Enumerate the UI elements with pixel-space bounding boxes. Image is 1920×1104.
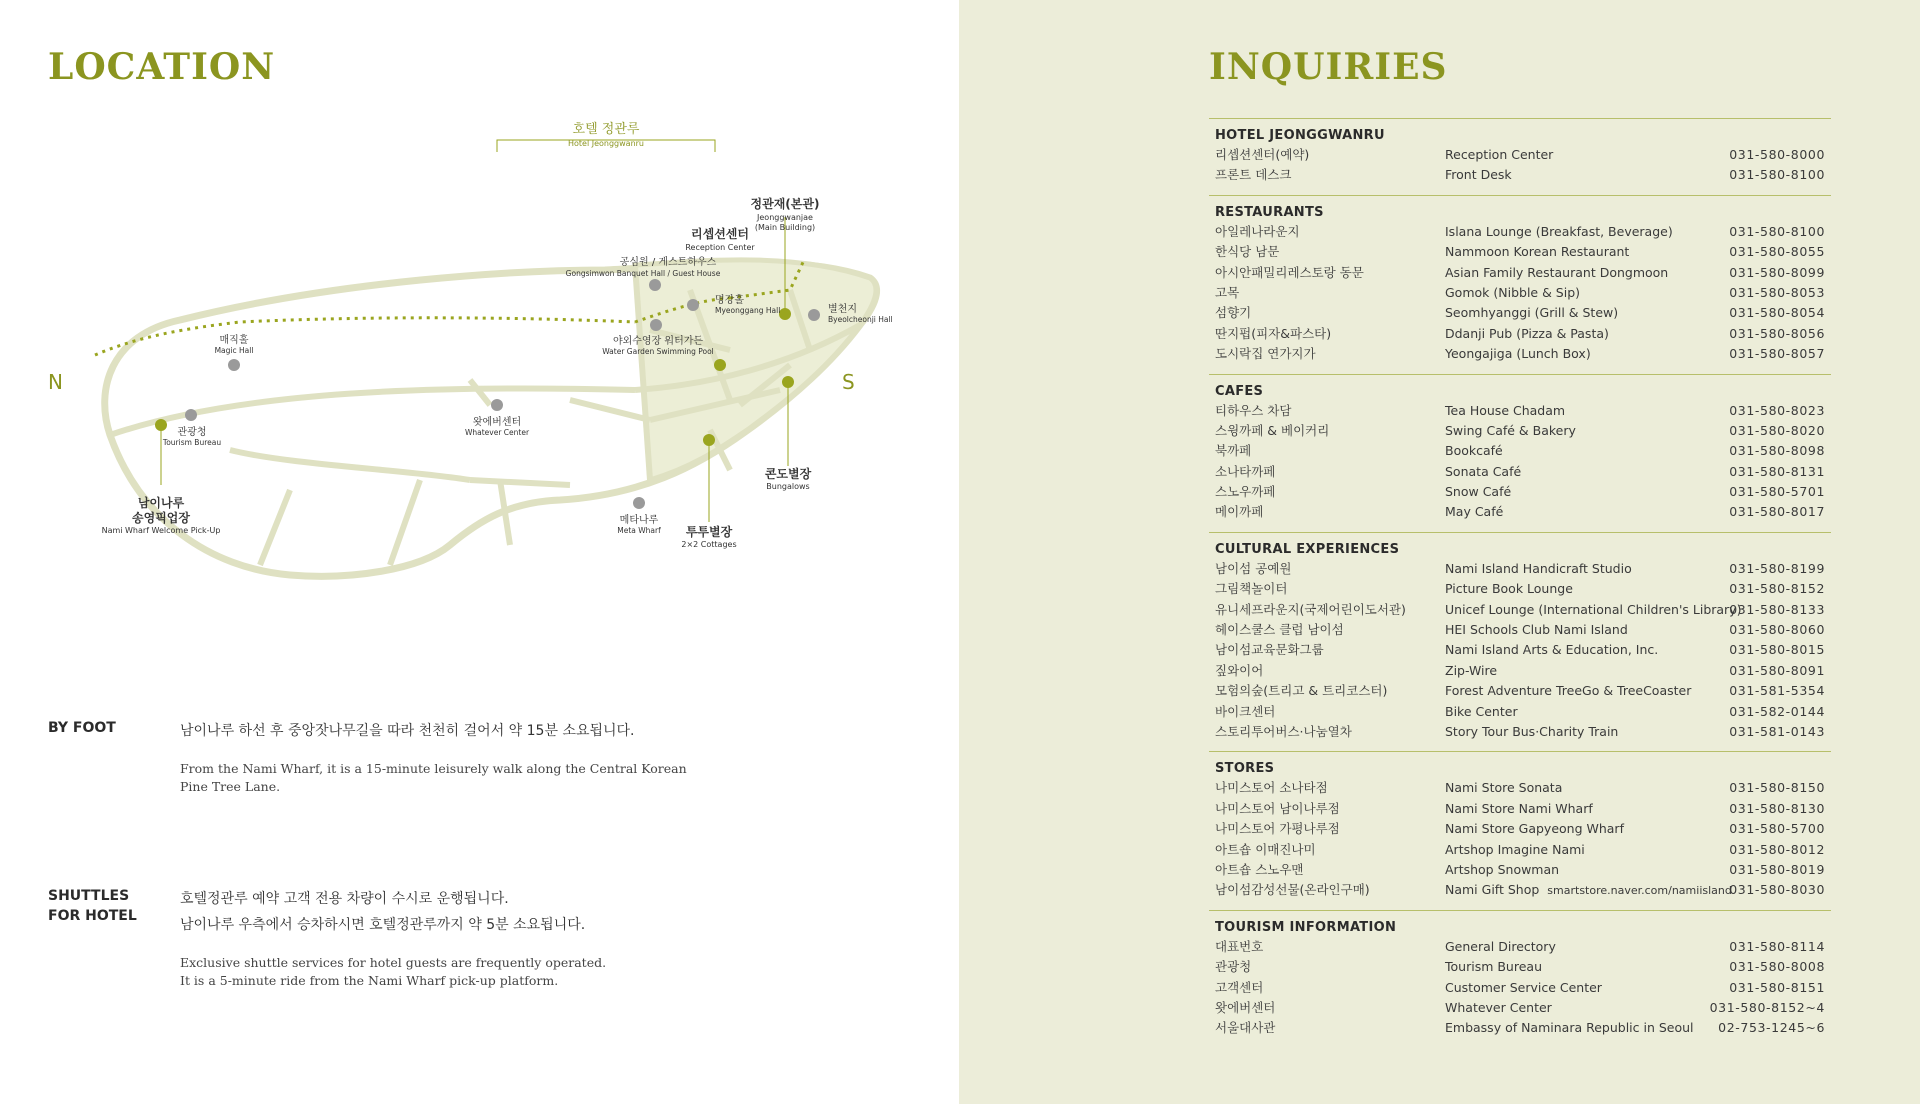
pin-pool [650, 319, 662, 331]
contact-name-en-cell [1445, 482, 1511, 502]
contact-name-en-cell [1445, 957, 1542, 977]
label-cottage-ko: 투투별장 [685, 525, 733, 539]
contact-phone[interactable]: 031-580-8100 [1729, 167, 1825, 183]
contact-row [1209, 661, 1831, 681]
pin-wharf [155, 419, 167, 431]
label-main-building-en1: Jeonggwanjae [757, 213, 813, 222]
contact-name-en: Nami Island Handicraft Studio [1445, 560, 1632, 576]
contact-row [1209, 401, 1831, 421]
contact-name-en: Zip-Wire [1445, 662, 1498, 678]
label-whatever-en: Whatever Center [464, 428, 530, 437]
contact-phone[interactable]: 031-580-8091 [1729, 662, 1825, 678]
label-bungalow-en: Bungalows [766, 482, 810, 491]
contact-phone[interactable]: 031-581-5354 [1729, 683, 1825, 699]
category-title: HOTEL JEONGGWANRU [1215, 128, 1385, 143]
contact-phone[interactable]: 031-580-8199 [1729, 560, 1825, 576]
contact-name-en-cell [1445, 324, 1609, 344]
pin-whatever [491, 399, 503, 411]
shuttle-body [180, 886, 700, 990]
contact-phone[interactable]: 031-580-8130 [1729, 800, 1825, 816]
contact-name-ko: 남이섬교육문화그룹 [1215, 642, 1324, 658]
contact-row [1209, 702, 1831, 722]
contact-name-en-cell [1445, 401, 1565, 421]
label-main-building-ko: 정관재(본관) [750, 197, 820, 211]
contact-name-en: Story Tour Bus·Charity Train [1445, 723, 1619, 739]
label-banquet-en: Gongsimwon Banquet Hall / Guest House [565, 269, 721, 278]
contact-row [1209, 283, 1831, 303]
contact-url[interactable]: smartstore.naver.com/namiisland [1547, 884, 1732, 898]
contact-name-en-cell [1445, 799, 1593, 819]
contact-name-en-cell [1445, 681, 1691, 701]
contact-name-en-cell [1445, 937, 1556, 957]
contact-name-ko: 아트숍 이매진나미 [1215, 841, 1316, 857]
contact-row [1209, 620, 1831, 640]
label-reception-en: Reception Center [685, 243, 755, 252]
contact-name-en-cell [1445, 222, 1673, 242]
contact-phone[interactable]: 031-580-8019 [1729, 861, 1825, 877]
contact-row [1209, 600, 1831, 620]
contact-name-en-cell [1445, 640, 1658, 660]
by-foot-label: BY FOOT [48, 720, 116, 736]
pin-magic-hall [228, 359, 240, 371]
contact-row [1209, 640, 1831, 660]
contact-row [1209, 145, 1831, 165]
contact-name-ko: 북까페 [1215, 443, 1252, 459]
contact-name-en: May Café [1445, 504, 1504, 520]
pin-tourism [185, 409, 197, 421]
contact-name-ko: 고목 [1215, 284, 1240, 300]
contact-name-ko: 아트숍 스노우맨 [1215, 861, 1304, 877]
label-meta-en: Meta Wharf [617, 526, 661, 535]
contact-phone[interactable]: 031-580-8030 [1729, 882, 1825, 898]
by-foot-body [180, 718, 700, 796]
contact-name-en: Artshop Snowman [1445, 861, 1560, 877]
contact-name-en-cell [1445, 421, 1576, 441]
contact-name-ko: 헤이스쿨스 클럽 남이섬 [1215, 622, 1344, 638]
contact-row [1209, 242, 1831, 262]
contact-name-ko: 바이크센터 [1215, 703, 1276, 719]
island-map [48, 122, 893, 600]
contact-name-en-cell [1445, 880, 1732, 901]
label-byeolcheonji-en: Byeolcheonji Hall [828, 315, 893, 324]
inquiry-category [1209, 910, 1831, 1048]
contact-name-en-cell [1445, 344, 1591, 364]
shuttle-en-2: It is a 5-minute ride from the Nami Wharf pick-up platform. [180, 973, 559, 988]
contact-phone[interactable]: 031-580-8020 [1729, 422, 1825, 438]
contact-row [1209, 778, 1831, 798]
pin-myeonggang [687, 299, 699, 311]
label-pool-ko: 야외수영장 워터가든 [612, 336, 704, 347]
label-myeonggang-en: Myeonggang Hall [715, 306, 781, 315]
contact-phone[interactable]: 031-580-8060 [1729, 622, 1825, 638]
contact-name-en: Ddanji Pub (Pizza & Pasta) [1445, 325, 1609, 341]
contact-row [1209, 559, 1831, 579]
contact-row [1209, 222, 1831, 242]
contact-name-en: Seomhyanggi (Grill & Stew) [1445, 305, 1619, 321]
shuttle-label-2: FOR HOTEL [48, 908, 137, 924]
contact-row [1209, 840, 1831, 860]
contact-row [1209, 165, 1831, 185]
label-banquet-ko: 공심원 / 게스트하우스 [619, 257, 717, 268]
label-cottage-en: 2×2 Cottages [681, 540, 737, 549]
contact-phone[interactable]: 031-582-0144 [1729, 703, 1825, 719]
location-title: LOCATION [48, 46, 276, 88]
contact-row [1209, 819, 1831, 839]
contact-row [1209, 860, 1831, 880]
map-hotel-title-ko: 호텔 정관루 [572, 122, 640, 137]
contact-name-en: Nami Island Arts & Education, Inc. [1445, 642, 1659, 658]
contact-phone[interactable]: 031-580-8023 [1729, 402, 1825, 418]
contact-name-ko: 스노우까페 [1215, 484, 1276, 500]
contact-name-en: Yeongajiga (Lunch Box) [1445, 346, 1591, 362]
contact-name-ko: 서울대사관 [1215, 1020, 1276, 1036]
contact-name-ko: 관광청 [1215, 959, 1252, 975]
contact-name-en: Swing Café & Bakery [1445, 422, 1576, 438]
compass-n: N [48, 370, 63, 394]
contact-name-ko: 그림책놀이터 [1215, 581, 1288, 597]
label-tourism-en: Tourism Bureau [162, 438, 222, 447]
contact-name-en-cell [1445, 661, 1497, 681]
pin-cottages [703, 434, 715, 446]
contact-phone[interactable]: 031-580-5700 [1729, 821, 1825, 837]
contact-row [1209, 482, 1831, 502]
contact-name-ko: 딴지펍(피자&파스타) [1215, 325, 1332, 341]
label-wharf-en: Nami Wharf Welcome Pick-Up [101, 526, 221, 535]
contact-name-ko: 남이섬감성선물(온라인구매) [1215, 882, 1370, 898]
contact-row [1209, 441, 1831, 461]
contact-phone[interactable]: 031-580-8017 [1729, 504, 1825, 520]
contact-row [1209, 681, 1831, 701]
contact-row [1209, 998, 1831, 1018]
contact-name-en: Customer Service Center [1445, 979, 1602, 995]
contact-name-ko: 모험의숲(트리고 & 트리코스터) [1215, 683, 1388, 699]
contact-phone[interactable]: 031-580-8057 [1729, 346, 1825, 362]
contact-name-ko: 스토리투어버스·나눔열차 [1215, 723, 1352, 739]
contact-phone[interactable]: 031-580-8152 [1729, 581, 1825, 597]
contact-name-ko: 소나타까페 [1215, 463, 1276, 479]
contact-name-ko: 나미스토어 남이나루점 [1215, 800, 1340, 816]
contact-phone[interactable]: 031-580-8056 [1729, 325, 1825, 341]
contact-name-en: Whatever Center [1445, 999, 1552, 1015]
contact-name-ko: 고객센터 [1215, 979, 1264, 995]
label-magic-en: Magic Hall [214, 346, 254, 355]
contact-name-en: Front Desk [1445, 167, 1512, 183]
pin-byeolcheonji [808, 309, 820, 321]
contact-name-ko: 스윙까페 & 베이커리 [1215, 422, 1330, 438]
contact-name-en: Sonata Café [1445, 463, 1522, 479]
pin-reception [714, 359, 726, 371]
label-main-building-en2: (Main Building) [754, 223, 816, 232]
contact-row [1209, 1018, 1831, 1038]
contact-name-en-cell [1445, 145, 1553, 165]
label-wharf-ko2: 송영픽업장 [132, 511, 190, 525]
contact-name-en-cell [1445, 1018, 1694, 1038]
contact-phone[interactable]: 031-580-8055 [1729, 244, 1825, 260]
contact-row [1209, 722, 1831, 742]
label-magic-ko: 매직홀 [219, 335, 249, 346]
contact-phone[interactable]: 031-580-8015 [1729, 642, 1825, 658]
contact-name-en: Gomok (Nibble & Sip) [1445, 284, 1581, 300]
label-meta-ko: 메타나루 [619, 515, 659, 526]
contact-phone[interactable]: 031-580-8152~4 [1709, 999, 1825, 1015]
inquiry-category [1209, 118, 1831, 195]
label-myeonggang-ko: 명강홀 [715, 295, 744, 306]
contact-phone[interactable]: 031-580-8114 [1729, 938, 1825, 954]
contact-name-ko: 리셉션센터(예약) [1215, 147, 1310, 162]
contact-name-en: Reception Center [1445, 147, 1554, 162]
compass-s: S [842, 370, 855, 394]
label-reception-ko: 리셉션센터 [691, 227, 749, 241]
contact-phone[interactable]: 031-580-8008 [1729, 959, 1825, 975]
contact-name-en-cell [1445, 263, 1668, 283]
contact-name-en: Picture Book Lounge [1445, 581, 1573, 597]
contact-name-en: Artshop Imagine Nami [1445, 841, 1585, 857]
shuttle-en-1: Exclusive shuttle services for hotel guests are frequently operated. [180, 955, 607, 970]
category-title: TOURISM INFORMATION [1215, 919, 1397, 935]
shuttle-label-1: SHUTTLES [48, 888, 130, 904]
contact-name-en: Nami Store Gapyeong Wharf [1445, 821, 1624, 837]
contact-name-ko: 아일레나라운지 [1215, 223, 1300, 239]
contact-name-en-cell [1445, 840, 1585, 860]
inquiry-category [1209, 374, 1831, 532]
contact-phone[interactable]: 031-580-8131 [1729, 463, 1825, 479]
contact-row [1209, 937, 1831, 957]
contact-name-ko: 티하우스 차담 [1215, 402, 1292, 418]
contact-row [1209, 303, 1831, 323]
contact-name-en: Nami Gift Shop [1445, 882, 1540, 898]
contact-row [1209, 579, 1831, 599]
contact-name-en: Nammoon Korean Restaurant [1445, 244, 1630, 260]
contact-name-en-cell [1445, 502, 1503, 522]
contact-name-ko: 남이섬 공예원 [1215, 560, 1292, 576]
contact-name-en-cell [1445, 819, 1624, 839]
pin-banquet [649, 279, 661, 291]
contact-name-en-cell [1445, 978, 1602, 998]
inquiries-page [959, 0, 1920, 1104]
contact-name-en-cell [1445, 303, 1618, 323]
contact-name-ko: 나미스토어 가평나루점 [1215, 821, 1340, 837]
inquiry-category [1209, 751, 1831, 909]
contact-name-en: Bookcafé [1445, 443, 1503, 459]
contact-name-ko: 메이까페 [1215, 504, 1264, 520]
contact-name-en-cell [1445, 600, 1741, 620]
contact-phone[interactable]: 031-581-0143 [1729, 723, 1825, 739]
contact-name-en: Tea House Chadam [1445, 402, 1566, 418]
contact-phone[interactable]: 031-580-5701 [1729, 484, 1825, 500]
contact-name-en: Tourism Bureau [1445, 959, 1542, 975]
shuttle-ko-1: 호텔정관루 예약 고객 전용 차량이 수시로 운행됩니다. [180, 891, 509, 907]
contact-name-en: Nami Store Nami Wharf [1445, 800, 1593, 816]
contact-name-en-cell [1445, 620, 1628, 640]
contact-row [1209, 344, 1831, 364]
contact-row [1209, 502, 1831, 522]
contact-name-en-cell [1445, 998, 1552, 1018]
contact-name-en-cell [1445, 778, 1562, 798]
contact-name-ko: 나미스토어 소나타점 [1215, 780, 1328, 796]
pin-meta-wharf [633, 497, 645, 509]
category-title: CULTURAL EXPERIENCES [1215, 541, 1400, 557]
contact-name-ko: 프론트 데스크 [1215, 167, 1292, 183]
contact-name-en-cell [1445, 242, 1629, 262]
contact-name-en-cell [1445, 579, 1573, 599]
contact-phone[interactable]: 031-580-8133 [1729, 601, 1825, 617]
inquiries-list [1209, 118, 1831, 1048]
contact-name-ko: 도시락집 연가지가 [1215, 346, 1316, 362]
by-foot-en-1: From the Nami Wharf, it is a 15-minute leisurely walk along the Central Korean [180, 761, 687, 776]
contact-name-en-cell [1445, 462, 1521, 482]
contact-row [1209, 978, 1831, 998]
contact-row [1209, 421, 1831, 441]
contact-name-en: Forest Adventure TreeGo & TreeCoaster [1445, 683, 1692, 699]
contact-name-en: Asian Family Restaurant Dongmoon [1445, 264, 1669, 280]
category-title: CAFES [1215, 383, 1264, 399]
contact-phone[interactable]: 031-580-8000 [1729, 147, 1825, 162]
category-title: STORES [1215, 761, 1275, 777]
contact-name-en-cell [1445, 722, 1618, 742]
contact-name-en-cell [1445, 860, 1559, 880]
contact-name-ko: 한식당 남문 [1215, 244, 1280, 260]
label-bungalow-ko: 콘도별장 [764, 467, 812, 481]
contact-name-ko: 대표번호 [1215, 938, 1264, 954]
contact-phone[interactable]: 031-580-8012 [1729, 841, 1825, 857]
contact-name-ko: 짚와이어 [1215, 662, 1264, 678]
pin-bungalows [782, 376, 794, 388]
contact-name-en: Unicef Lounge (International Children's Library) [1445, 601, 1742, 617]
contact-phone[interactable]: 031-580-8053 [1729, 284, 1825, 300]
contact-phone[interactable]: 031-580-8098 [1729, 443, 1825, 459]
contact-name-en: HEI Schools Club Nami Island [1445, 622, 1628, 638]
contact-phone[interactable]: 031-580-8150 [1729, 780, 1825, 796]
label-pool-en: Water Garden Swimming Pool [602, 347, 714, 356]
contact-phone[interactable]: 031-580-8054 [1729, 305, 1825, 321]
contact-name-ko: 아시안패밀리레스토랑 동문 [1215, 264, 1364, 280]
contact-name-en: Nami Store Sonata [1445, 780, 1563, 796]
inquiry-category [1209, 532, 1831, 752]
contact-name-en-cell [1445, 165, 1512, 185]
contact-name-en: Snow Café [1445, 484, 1512, 500]
contact-name-ko: 유니세프라운지(국제어린이도서관) [1215, 601, 1406, 617]
pin-main-building [779, 308, 791, 320]
contact-name-en-cell [1445, 559, 1632, 579]
shuttle-ko-2: 남이나루 우측에서 승차하시면 호텔정관루까지 약 5분 소요됩니다. [180, 917, 586, 933]
contact-row [1209, 799, 1831, 819]
contact-name-ko: 왓에버센터 [1215, 999, 1276, 1015]
label-byeolcheonji-ko: 별천지 [828, 304, 857, 315]
contact-phone[interactable]: 031-580-8151 [1729, 979, 1825, 995]
inquiry-category [1209, 195, 1831, 374]
category-title: RESTAURANTS [1215, 204, 1324, 220]
contact-row [1209, 263, 1831, 283]
contact-row [1209, 462, 1831, 482]
contact-phone[interactable]: 031-580-8100 [1729, 223, 1825, 239]
contact-name-en: Embassy of Naminara Republic in Seoul [1445, 1020, 1694, 1036]
contact-name-en-cell [1445, 702, 1518, 722]
contact-name-en-cell [1445, 283, 1580, 303]
contact-name-en: General Directory [1445, 938, 1556, 954]
contact-row [1209, 957, 1831, 977]
contact-row [1209, 880, 1831, 900]
shuttle-label [48, 886, 198, 926]
label-whatever-ko: 왓에버센터 [472, 417, 522, 428]
contact-phone[interactable]: 02-753-1245~6 [1718, 1020, 1825, 1036]
label-tourism-ko: 관광청 [177, 427, 207, 438]
contact-name-en: Bike Center [1445, 703, 1518, 719]
contact-name-ko: 섬향기 [1215, 305, 1252, 321]
contact-phone[interactable]: 031-580-8099 [1729, 264, 1825, 280]
by-foot-ko: 남이나루 하선 후 중앙잣나무길을 따라 천천히 걸어서 약 15분 소요됩니다. [180, 723, 635, 739]
inquiries-title: INQUIRIES [1209, 46, 1448, 88]
map-hotel-title-en: Hotel Jeonggwanru [567, 139, 645, 148]
contact-row [1209, 324, 1831, 344]
contact-name-en: Islana Lounge (Breakfast, Beverage) [1445, 223, 1673, 239]
by-foot-en-2: Pine Tree Lane. [180, 779, 281, 794]
label-wharf-ko1: 남이나루 [137, 496, 185, 510]
location-page [0, 0, 959, 1104]
contact-name-en-cell [1445, 441, 1503, 461]
